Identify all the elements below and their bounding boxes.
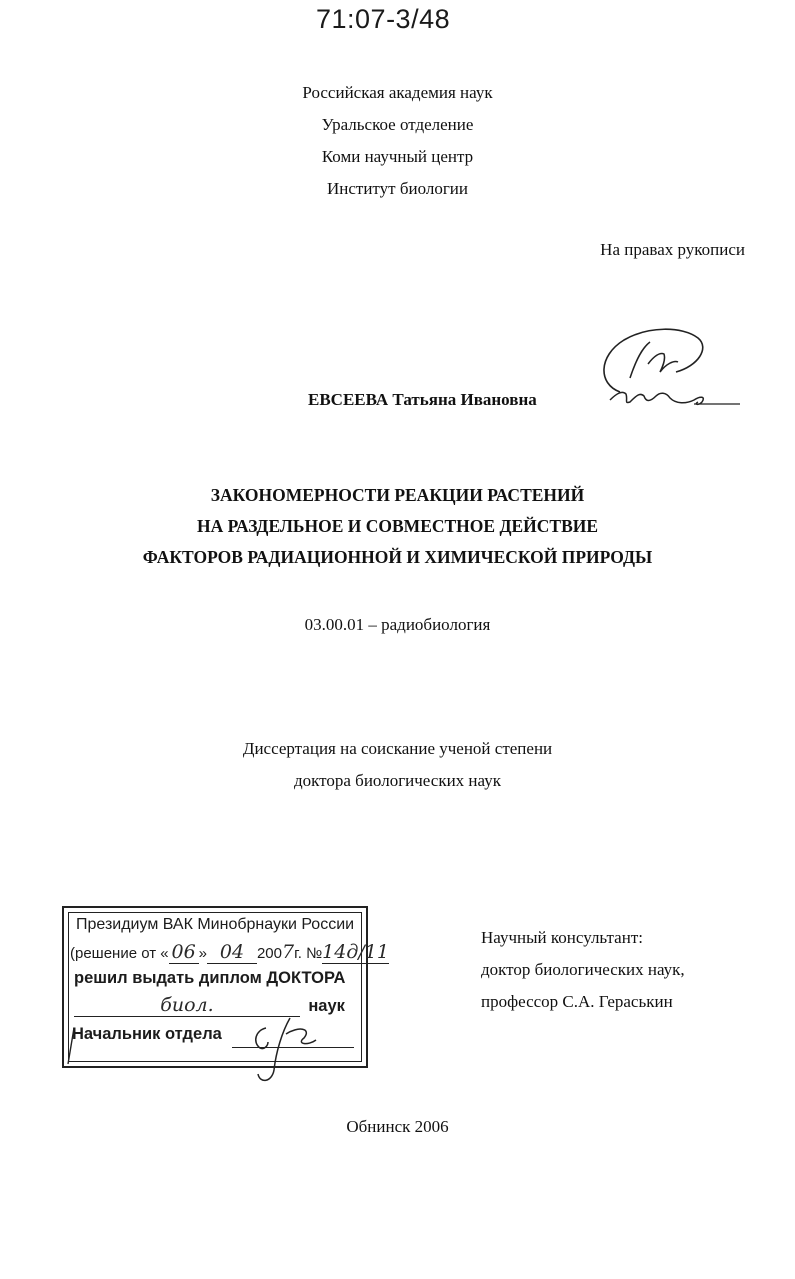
document-code: 71:07-3/48: [316, 4, 451, 34]
dissertation-note: [0, 733, 795, 797]
title-line: ЗАКОНОМЕРНОСТИ РЕАКЦИИ РАСТЕНИЙ: [210, 485, 585, 505]
stamp-decision-prefix: (решение от «: [70, 945, 169, 962]
stamp-line-head: Начальник отдела: [72, 1025, 222, 1043]
org-line: Коми научный центр: [321, 147, 474, 166]
stamp-year-prefix: 200: [256, 945, 282, 962]
stamp-day-handwritten: 06: [169, 941, 199, 964]
org-line: Институт биологии: [326, 179, 468, 198]
specialty: 03.00.01 – радиобиология: [304, 615, 491, 634]
stamp-field-handwritten: биол.: [74, 994, 300, 1017]
stamp-year-digit-handwritten: 7: [282, 941, 295, 963]
title-line: НА РАЗДЕЛЬНОЕ И СОВМЕСТНОЕ ДЕЙСТВИЕ: [196, 516, 599, 536]
organization-block: [0, 77, 795, 205]
stamp-field-suffix: наук: [308, 997, 345, 1015]
author-signature: [590, 320, 750, 415]
org-line: Уральское отделение: [321, 115, 474, 134]
stamp-month-handwritten: 04: [207, 941, 257, 964]
org-line: Российская академия наук: [302, 83, 493, 102]
author-name: ЕВСЕЕВА Татьяна Ивановна: [308, 390, 537, 409]
stamp-number-handwritten: 14д/11: [322, 941, 389, 963]
dissertation-line: Диссертация на соискание ученой степени: [242, 739, 553, 758]
consultant-line: профессор С.А. Гераськин: [481, 992, 673, 1011]
stamp-line-decision: [70, 941, 389, 964]
title-line: ФАКТОРОВ РАДИАЦИОННОЙ И ХИМИЧЕСКОЙ ПРИРОДЫ: [142, 547, 653, 567]
consultant-line: Научный консультант:: [481, 928, 643, 947]
vak-stamp: [62, 906, 389, 1068]
consultant-line: доктор биологических наук,: [481, 960, 685, 979]
stamp-year-suffix: г. №: [294, 945, 323, 962]
stamp-signature: [246, 1012, 336, 1084]
stamp-line-decided: решил выдать диплом ДОКТОРА: [74, 969, 346, 987]
rights-note: На правах рукописи: [600, 240, 745, 259]
dissertation-line: доктора биологических наук: [294, 771, 501, 790]
stamp-sep: »: [198, 945, 207, 962]
city-year: Обнинск 2006: [346, 1117, 449, 1136]
stamp-line-presidium: Президиум ВАК Минобрнауки России: [76, 916, 355, 933]
stamp-margin-mark: [64, 1026, 78, 1066]
consultant-block: [481, 922, 685, 1018]
dissertation-title: [0, 480, 795, 573]
